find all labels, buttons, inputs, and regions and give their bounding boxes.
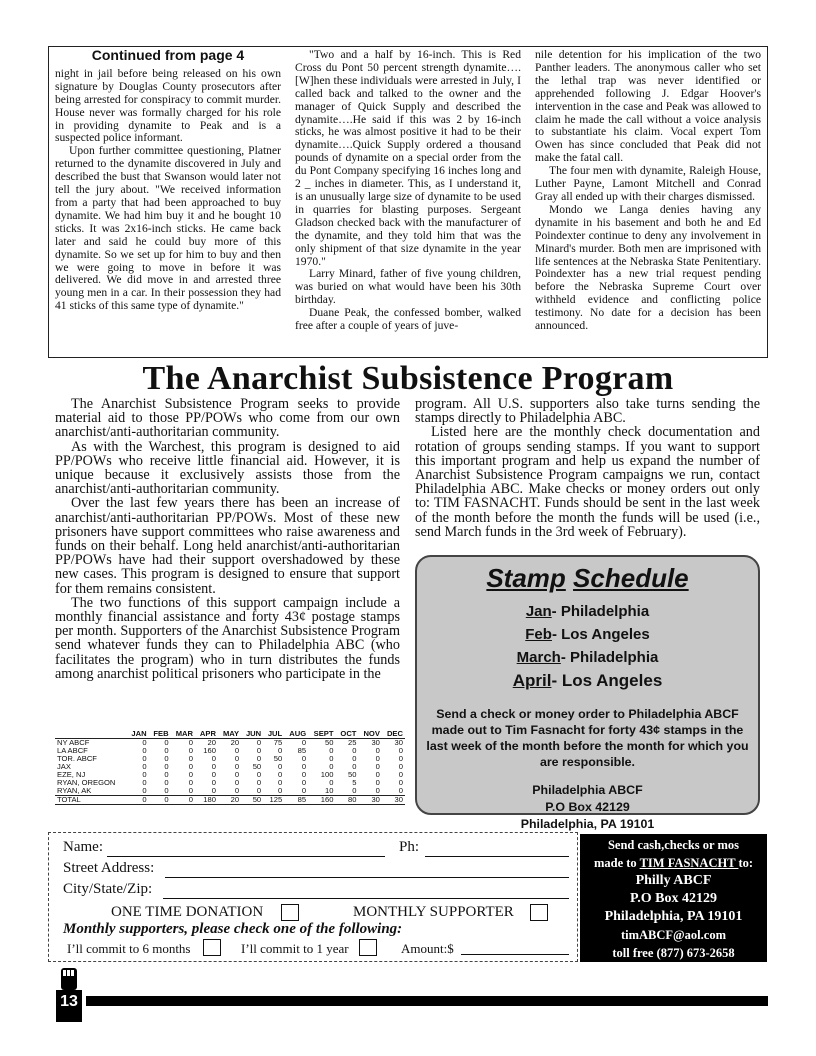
table-cell: 0 <box>398 746 403 755</box>
schedule-item <box>417 669 758 692</box>
monthly-label: MONTHLY SUPPORTER <box>353 904 514 920</box>
program-paragraph: As with the Warchest, this program is designed to aid PP/POWs who receive little financial aid. However, it is unique because it exclusively assists those from the anarchist/anti-authoritarian community. <box>55 438 400 498</box>
table-cell: 160 <box>308 796 335 805</box>
address-line: P.O Box 42129 <box>545 800 630 814</box>
city-label: City/State/Zip: <box>63 881 153 897</box>
table-cell: 0 <box>164 778 169 787</box>
table-cell: 0 <box>234 746 240 755</box>
table-cell: 0 <box>164 738 169 747</box>
table-cell: 0 <box>256 778 262 787</box>
send-line: P.O Box 42129 <box>630 891 717 906</box>
table-cell: 20 <box>218 796 241 805</box>
street-field[interactable] <box>165 860 569 878</box>
payee-name: TIM FASNACHT <box>639 856 739 870</box>
table-cell: 0 <box>164 762 169 771</box>
send-info-box <box>580 834 767 962</box>
table-cell: 0 <box>256 738 262 747</box>
table-cell: 50 <box>325 738 334 747</box>
table-cell: 0 <box>398 770 403 779</box>
article-paragraph: Duane Peak, the confessed bomber, walked free after a couple of years of juve- <box>295 306 521 333</box>
one-time-checkbox[interactable] <box>281 904 299 921</box>
table-header-cell: APR <box>195 730 218 739</box>
table-cell: 0 <box>142 754 147 763</box>
table-cell: 0 <box>335 787 358 796</box>
row-label: NY ABCF <box>57 738 90 747</box>
table-cell: 0 <box>358 787 381 796</box>
article-paragraph: Mondo we Langa denies having any dynamite in his basement and both he and Ed Poindexter continue to deny any involvement in Minard's murder. Both men are imprisoned with life sentences at the Nebraska State Penitentiary. Poindexter has a new trial request pending before the Nebraska Supreme Court over withheld evidence and conflicting police testimony. No date for a decision has been announced. <box>535 202 761 333</box>
row-label: RYAN, OREGON <box>57 778 116 787</box>
stamp-instructions: Send a check or money order to Philadelphia ABCF made out to Tim Fasnacht for forty 43¢ stamps in the last week of the month before the month for which you are responsible. <box>426 707 749 769</box>
page-number: 13 <box>60 993 78 1010</box>
stamp-schedule-title <box>417 563 758 594</box>
table-cell: 0 <box>164 746 169 755</box>
table-header-cell: JAN <box>127 730 149 739</box>
table-cell: 10 <box>308 787 335 796</box>
table-cell: 85 <box>297 746 307 755</box>
table-cell: 50 <box>252 762 262 771</box>
program-paragraph: Over the last few years there has been an increase of anarchist/anti-authoritarian PP/POWs. Most of these new prisoners have support committees who raise awareness and funds on their behalf. Long held anarchist/anti-authoritarian PP/POWs have had their support overshadowed by these new cases. This program is designed to ensure that support for them remains consistent. <box>55 495 400 597</box>
table-cell: 0 <box>188 762 193 771</box>
schedule-city: - Los Angeles <box>551 626 650 643</box>
name-label: Name: <box>63 839 103 855</box>
table-cell: 0 <box>382 787 405 796</box>
table-cell: 0 <box>301 778 307 787</box>
table-cell: 0 <box>218 787 241 796</box>
table-cell: 0 <box>164 754 169 763</box>
table-cell: 0 <box>256 746 262 755</box>
phone-label: Ph: <box>399 839 420 855</box>
article-paragraph: "Two and a half by 16-inch. This is Red Cross du Pont 50 percent strength dynamite….[W]hen these individuals were arrested in July, I called back and talked to the owner and the manager of Quick Supply and described the dynamite….He said if this was 2 by 16-inch sticks, he was almost positive it had to be their dynamite….Quick Supply ordered a thousand pounds of dynamite on a special order from the du Pont Company specifying 16 inches long and 2 _ inches in diameter. This, as I understand it, is an unusually large size of dynamite to be used in quarries for blasting purposes. Sergeant Gladson checked back with the manufacturer of the dynamite, and they told him that was the only shipment of that size dynamite in the year 1970." <box>295 48 521 268</box>
table-header-cell: MAR <box>171 730 195 739</box>
row-label: JAX <box>57 762 71 771</box>
article-paragraph: The four men with dynamite, Raleigh House, Luther Payne, Lamont Mitchell and Conrad Gray all ended up with their charges dismissed. <box>535 164 761 203</box>
table-cell: 75 <box>273 738 283 747</box>
article-paragraph: Larry Minard, father of five young children, was buried on what would have been his 30th birthday. <box>295 267 521 307</box>
schedule-city: - Philadelphia <box>560 649 659 666</box>
table-cell: 0 <box>398 778 403 787</box>
table-cell: 50 <box>347 770 357 779</box>
footer-bar <box>86 996 768 1006</box>
schedule-month: March <box>516 649 561 666</box>
article-column-2 <box>295 49 521 333</box>
six-months-label: I’ll commit to 6 months <box>67 941 191 956</box>
table-cell: 0 <box>188 738 193 747</box>
table-row <box>55 796 405 805</box>
table-cell: 0 <box>277 778 283 787</box>
article-paragraph: nile detention for his implication of the two Panther leaders. The anonymous caller who set the lethal trap was never identified or apprehended following J. Edgar Hoover's intervention in the case and Peak was allowed to claim he made the call without a voice analysis to substantiate his claim. Vocal expert Tom Owen has since concluded that Peak did not make the fatal call. <box>535 48 761 165</box>
program-left-column <box>55 397 400 681</box>
finance-table-wrap <box>55 730 405 805</box>
table-cell: 100 <box>320 770 334 779</box>
schedule-item <box>417 623 758 646</box>
table-cell: 0 <box>211 778 216 787</box>
table-cell: 0 <box>375 754 380 763</box>
table-header-cell: OCT <box>335 730 358 739</box>
table-cell: 0 <box>171 787 195 796</box>
program-paragraph: The two functions of this support campaign include a monthly financial assistance and forty 43¢ postage stamps per month. Supporters of the Anarchist Subsistence Program send whatever funds they can to Philadelphia ABC (who facilitates the program) who in turn distributes the funds among anarchist political prisoners who participate in the <box>55 594 400 682</box>
table-cell: 0 <box>234 770 240 779</box>
table-cell: 0 <box>234 778 240 787</box>
table-cell: 0 <box>375 770 380 779</box>
phone-line: toll free (877) 673-2658 <box>612 946 735 960</box>
table-cell: 0 <box>241 787 263 796</box>
table-cell: 0 <box>164 770 169 779</box>
table-cell: 0 <box>234 754 240 763</box>
table-cell: 160 <box>203 746 216 755</box>
schedule-month: Feb <box>525 626 552 643</box>
stamp-address <box>417 782 758 833</box>
street-label: Street Address: <box>63 860 155 876</box>
table-header-cell: JUN <box>241 730 263 739</box>
program-right-column <box>415 397 760 539</box>
table-cell: 0 <box>301 738 307 747</box>
table-cell: 0 <box>211 770 216 779</box>
schedule-item <box>417 600 758 623</box>
send-line <box>580 854 767 872</box>
one-year-label: I’ll commit to 1 year <box>241 941 349 956</box>
table-cell: 5 <box>352 778 357 787</box>
table-cell: 0 <box>188 754 193 763</box>
amount-label: Amount:$ <box>401 941 454 956</box>
send-text: to: <box>738 856 754 870</box>
table-cell: 0 <box>142 762 147 771</box>
row-label: EZE, NJ <box>57 770 86 779</box>
article-paragraph: night in jail before being released on his own signature by Douglas County prosecutors after being arrested for conspiracy to commit murder. House never was formally charged for his role in providing dynamite to Peak and is a suspected police informant. <box>55 66 281 145</box>
address-line: Philadelphia ABCF <box>532 783 643 797</box>
table-cell: 0 <box>127 787 149 796</box>
table-cell: 0 <box>171 796 195 805</box>
table-cell: 0 <box>277 762 283 771</box>
table-cell: 0 <box>195 787 218 796</box>
table-header-cell: AUG <box>284 730 308 739</box>
table-cell: 0 <box>375 746 380 755</box>
table-cell: 0 <box>149 787 171 796</box>
table-cell: 0 <box>329 778 334 787</box>
stamp-title-word: Stamp <box>486 563 566 593</box>
send-line: Philly ABCF <box>635 873 712 888</box>
table-cell: 0 <box>398 754 403 763</box>
continued-article-box <box>48 46 768 358</box>
stamp-schedule-list <box>417 600 758 692</box>
donation-form <box>48 832 578 962</box>
table-header-cell: DEC <box>382 730 405 739</box>
table-cell: 30 <box>382 796 405 805</box>
schedule-month: April <box>512 671 552 690</box>
table-cell: 0 <box>188 746 193 755</box>
table-cell: 30 <box>394 738 403 747</box>
row-label: TOTAL <box>55 796 127 805</box>
table-cell: 0 <box>375 778 380 787</box>
table-cell: 0 <box>301 762 307 771</box>
table-cell: 0 <box>211 754 216 763</box>
schedule-item <box>417 646 758 669</box>
table-header-cell: JUL <box>263 730 284 739</box>
six-months-checkbox[interactable] <box>203 939 221 956</box>
row-label: LA ABCF <box>57 746 88 755</box>
program-paragraph: The Anarchist Subsistence Program seeks to provide material aid to those PP/POWs who come from our own anarchist/anti-authoritarian community. <box>55 396 400 441</box>
page-headline: The Anarchist Subsistence Program <box>142 360 674 397</box>
schedule-title-word: Schedule <box>573 563 689 593</box>
monthly-checkbox[interactable] <box>530 904 548 921</box>
article-column-3 <box>535 49 761 333</box>
article-column-1 <box>55 47 281 313</box>
table-cell: 0 <box>188 770 193 779</box>
table-header-cell: SEPT <box>308 730 335 739</box>
table-cell: 0 <box>352 754 357 763</box>
schedule-month: Jan <box>525 603 552 620</box>
name-field[interactable] <box>107 839 385 857</box>
send-line: Send cash,checks or mos <box>607 838 740 852</box>
stamp-schedule-box <box>415 555 760 831</box>
table-cell: 80 <box>335 796 358 805</box>
table-header-cell: NOV <box>358 730 381 739</box>
table-cell: 0 <box>301 770 307 779</box>
table-cell: 0 <box>142 738 147 747</box>
send-text: made to <box>593 856 640 870</box>
table-cell: 0 <box>329 762 334 771</box>
table-cell: 0 <box>277 746 283 755</box>
send-line: Philadelphia, PA 19101 <box>604 909 743 924</box>
address-line: Philadelphia, PA 19101 <box>520 817 655 831</box>
one-year-checkbox[interactable] <box>359 939 377 956</box>
table-cell: 25 <box>347 738 357 747</box>
table-cell: 30 <box>371 738 380 747</box>
one-time-label: ONE TIME DONATION <box>111 904 264 920</box>
amount-field[interactable] <box>461 939 569 955</box>
email-line: timABCF@aol.com <box>620 928 726 942</box>
program-paragraph: Listed here are the monthly check documentation and rotation of groups sending stamps. If you want to support this important program and help us expand the number of Anarchist Subsistence Program campaigns we run, contact Philadelphia ABC. Make checks or money orders out only to: TIM FASNACHT. Funds should be sent in the last week of the month before the month the funds will be used (i.e., send March funds in the 3rd week of February). <box>415 424 760 540</box>
table-cell: 85 <box>284 796 308 805</box>
table-cell: 0 <box>277 770 283 779</box>
table-cell: 0 <box>142 746 147 755</box>
table-header-cell: MAY <box>218 730 241 739</box>
table-cell: 0 <box>352 746 357 755</box>
table-cell: 0 <box>263 787 284 796</box>
table-cell: 20 <box>207 738 216 747</box>
table-cell: 0 <box>329 746 334 755</box>
table-cell: 0 <box>142 778 147 787</box>
table-cell: 0 <box>127 796 149 805</box>
table-cell: 0 <box>352 762 357 771</box>
table-cell: 0 <box>284 787 308 796</box>
table-cell: 0 <box>188 778 193 787</box>
table-header-cell: FEB <box>149 730 171 739</box>
table-cell: 0 <box>234 762 240 771</box>
table-cell: 0 <box>142 770 147 779</box>
table-cell: 50 <box>241 796 263 805</box>
phone-field[interactable] <box>425 839 569 857</box>
table-cell: 0 <box>329 754 334 763</box>
table-cell: 0 <box>149 796 171 805</box>
finance-table <box>55 730 405 805</box>
table-cell: 0 <box>398 762 403 771</box>
article-paragraph: Upon further committee questioning, Platner returned to the dynamite discovered in July and described the bust that Swanson would later not tell the jury about. "We received information from a party that had been approached to buy dynamite. We had him buy it and he bought 10 sticks. It was 2x16-inch sticks. He came back later and said he could buy more of this dynamite. So we set up for him to buy and then we were going to move in before it was delivered. We did move in and arrested three young men in a car. In their possession they had 41 sticks of this same type of dynamite." <box>55 144 281 313</box>
table-cell: 0 <box>256 754 262 763</box>
table-cell: 20 <box>230 738 240 747</box>
table-cell: 30 <box>358 796 381 805</box>
table-cell: 125 <box>263 796 284 805</box>
page-number-badge <box>56 968 82 1022</box>
table-cell: 180 <box>195 796 218 805</box>
city-field[interactable] <box>163 881 569 899</box>
row-label: RYAN, AK <box>55 787 127 796</box>
table-cell: 0 <box>256 770 262 779</box>
monthly-note: Monthly supporters, please check one of the following: <box>63 921 403 937</box>
schedule-city: - Los Angeles <box>551 671 663 690</box>
schedule-city: - Philadelphia <box>551 603 650 620</box>
table-cell: 0 <box>301 754 307 763</box>
table-cell: 0 <box>211 762 216 771</box>
program-paragraph: program. All U.S. supporters also take turns sending the stamps directly to Philadelphia ABC. <box>415 396 760 427</box>
table-cell: 50 <box>273 754 283 763</box>
continued-label: Continued from page 4 <box>91 47 245 63</box>
table-cell: 0 <box>375 762 380 771</box>
row-label: TOR. ABCF <box>57 754 97 763</box>
